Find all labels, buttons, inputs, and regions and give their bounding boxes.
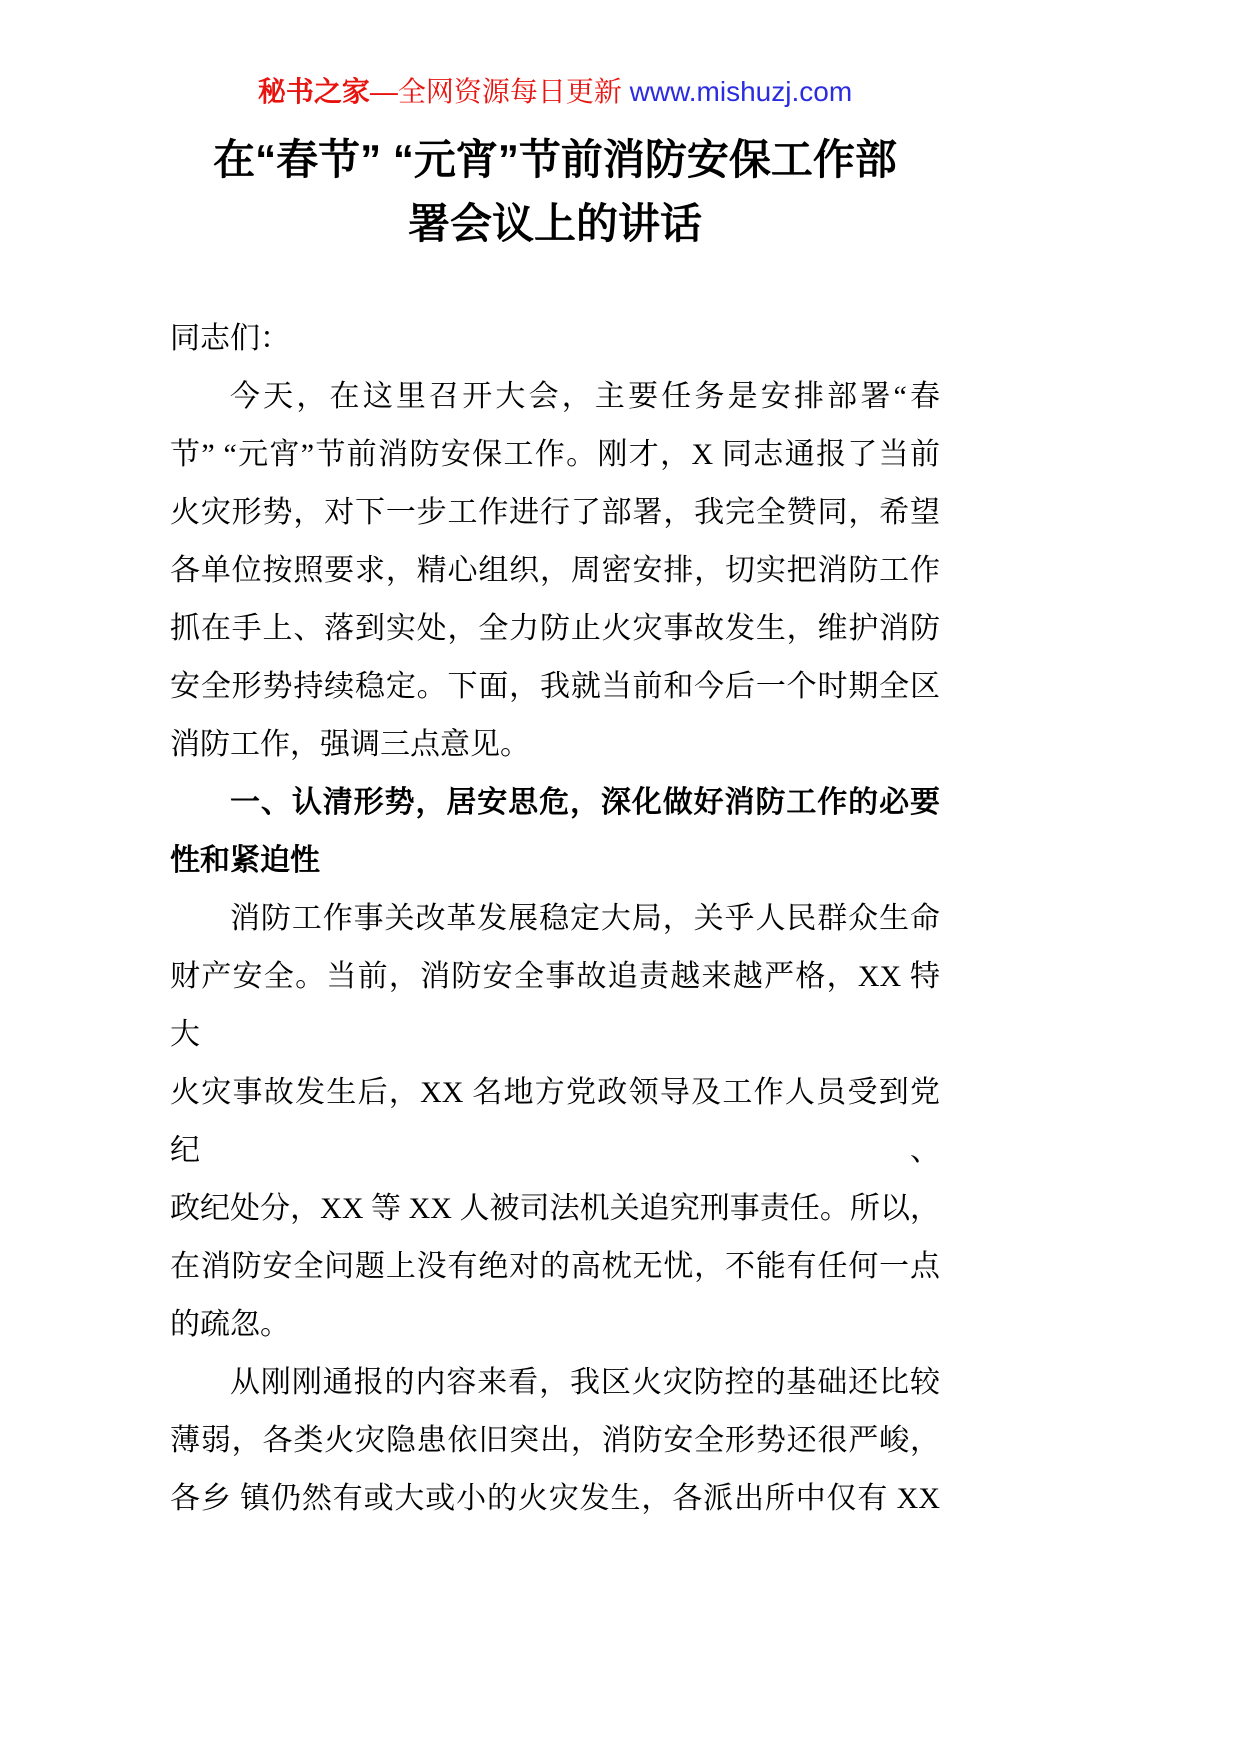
paragraph-line: 安全形势持续稳定。下面，我就当前和今后一个时期全区 bbox=[170, 670, 940, 703]
paragraph-line: 抓在手上、落到实处，全力防止火灾事故发生，维护消防 bbox=[170, 612, 940, 645]
salutation: 同志们： bbox=[170, 322, 290, 355]
paragraph-line: 消防工作，强调三点意见。 bbox=[170, 728, 530, 761]
document-title bbox=[170, 128, 940, 256]
paragraph-2 bbox=[170, 890, 940, 1354]
site-header bbox=[170, 72, 940, 112]
title-line-1: 在“春节” “元宵”节前消防安保工作部 bbox=[213, 136, 897, 183]
heading-line: 一、认清形势，居安思危，深化做好消防工作的必要 bbox=[230, 786, 940, 819]
paragraph-line: 火灾事故发生后，XX 名地方党政领导及工作人员受到党纪、 bbox=[170, 1076, 940, 1167]
paragraph-line: 节” “元宵”节前消防安保工作。刚才，X 同志通报了当前 bbox=[170, 438, 940, 471]
paragraph-line: 消防工作事关改革发展稳定大局，关乎人民群众生命 bbox=[230, 902, 940, 935]
paragraph-line: 财产安全。当前，消防安全事故追责越来越严格，XX 特大 bbox=[170, 960, 940, 1051]
site-url-link[interactable]: www.mishuzj.com bbox=[629, 76, 853, 107]
site-tagline: —全网资源每日更新 bbox=[369, 76, 630, 107]
paragraph-line: 薄弱，各类火灾隐患依旧突出，消防安全形势还很严峻， bbox=[170, 1424, 940, 1457]
document-body bbox=[170, 310, 940, 1528]
paragraph-line: 各单位按照要求，精心组织，周密安排，切实把消防工作 bbox=[170, 554, 940, 587]
paragraph-line: 火灾形势，对下一步工作进行了部署，我完全赞同，希望 bbox=[170, 496, 940, 529]
paragraph-line: 从刚刚通报的内容来看，我区火灾防控的基础还比较 bbox=[230, 1366, 940, 1399]
heading-line: 性和紧迫性 bbox=[170, 844, 320, 877]
paragraph-line: 政纪处分，XX 等 XX 人被司法机关追究刑事责任。所以， bbox=[170, 1192, 940, 1225]
paragraph-line: 各乡 镇仍然有或大或小的火灾发生，各派出所中仅有 XX bbox=[170, 1482, 940, 1515]
paragraph-line: 在消防安全问题上没有绝对的高枕无忧，不能有任何一点 bbox=[170, 1250, 940, 1283]
paragraph-line: 今天，在这里召开大会，主要任务是安排部署“春 bbox=[230, 380, 940, 413]
paragraph-1 bbox=[170, 368, 940, 774]
title-line-2: 署会议上的讲话 bbox=[407, 200, 702, 247]
paragraph-3 bbox=[170, 1354, 940, 1528]
section-heading-1 bbox=[170, 774, 940, 890]
site-name: 秘书之家 bbox=[257, 76, 370, 107]
paragraph-line: 的疏忽。 bbox=[170, 1308, 290, 1341]
